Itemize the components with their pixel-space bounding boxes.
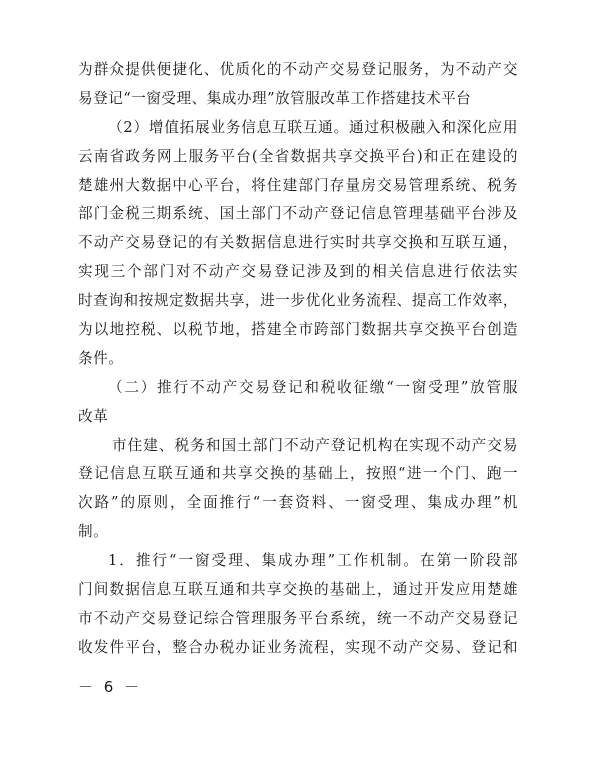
paragraph-line: 实现三个部门对不动产交易登记涉及到的相关信息进行依法实 [78,263,518,281]
page-number: － 6 － [78,678,143,696]
section-heading-line: （二）推行不动产交易登记和税收征缴“一窗受理”放管服 [108,378,518,396]
paragraph-line: 不动产交易登记的有关数据信息进行实时共享交换和互联互通， [78,234,518,252]
paragraph-line: 为群众提供便捷化、优质化的不动产交易登记服务，为不动产交 [78,61,518,78]
paragraph-line: 部门金税三期系统、国土部门不动产登记信息管理基础平台涉及 [78,205,518,223]
paragraph-line: 市不动产交易登记综合管理服务平台系统，统一不动产交易登记 [78,609,518,627]
section-heading-line: 改革 [78,407,109,425]
paragraph-line: 制。 [78,523,109,541]
section-heading-line: （2）增值拓展业务信息互联互通。通过积极融入和深化应用 [108,118,518,136]
paragraph-line: 门间数据信息互联互通和共享交换的基础上，通过开发应用楚雄 [78,581,518,599]
paragraph-line: 登记信息互联互通和共享交换的基础上，按照“进一个门、跑一 [78,465,518,483]
paragraph-line: 收发件平台，整合办税办证业务流程，实现不动产交易、登记和 [78,638,518,656]
paragraph-line: 时查询和按规定数据共享，进一步优化业务流程、提高工作效率， [78,292,518,310]
paragraph-line: 次路”的原则，全面推行“一套资料、一窗受理、集成办理”机 [78,494,518,512]
document-body [78,56,518,663]
paragraph-line: 为以地控税、以税节地，搭建全市跨部门数据共享交换平台创造 [78,321,518,339]
paragraph-line: 云南省政务网上服务平台(全省数据共享交换平台)和正在建设的 [78,147,518,165]
paragraph-line: 1．推行“一窗受理、集成办理”工作机制。在第一阶段部 [108,552,518,570]
paragraph-line: 楚雄州大数据中心平台，将住建部门存量房交易管理系统、税务 [78,176,518,194]
paragraph-line: 条件。 [78,349,124,367]
paragraph-line: 易登记“一窗受理、集成办理”放管服改革工作搭建技术平台 [78,89,472,107]
paragraph-line: 市住建、税务和国土部门不动产登记机构在实现不动产交易 [112,436,518,454]
